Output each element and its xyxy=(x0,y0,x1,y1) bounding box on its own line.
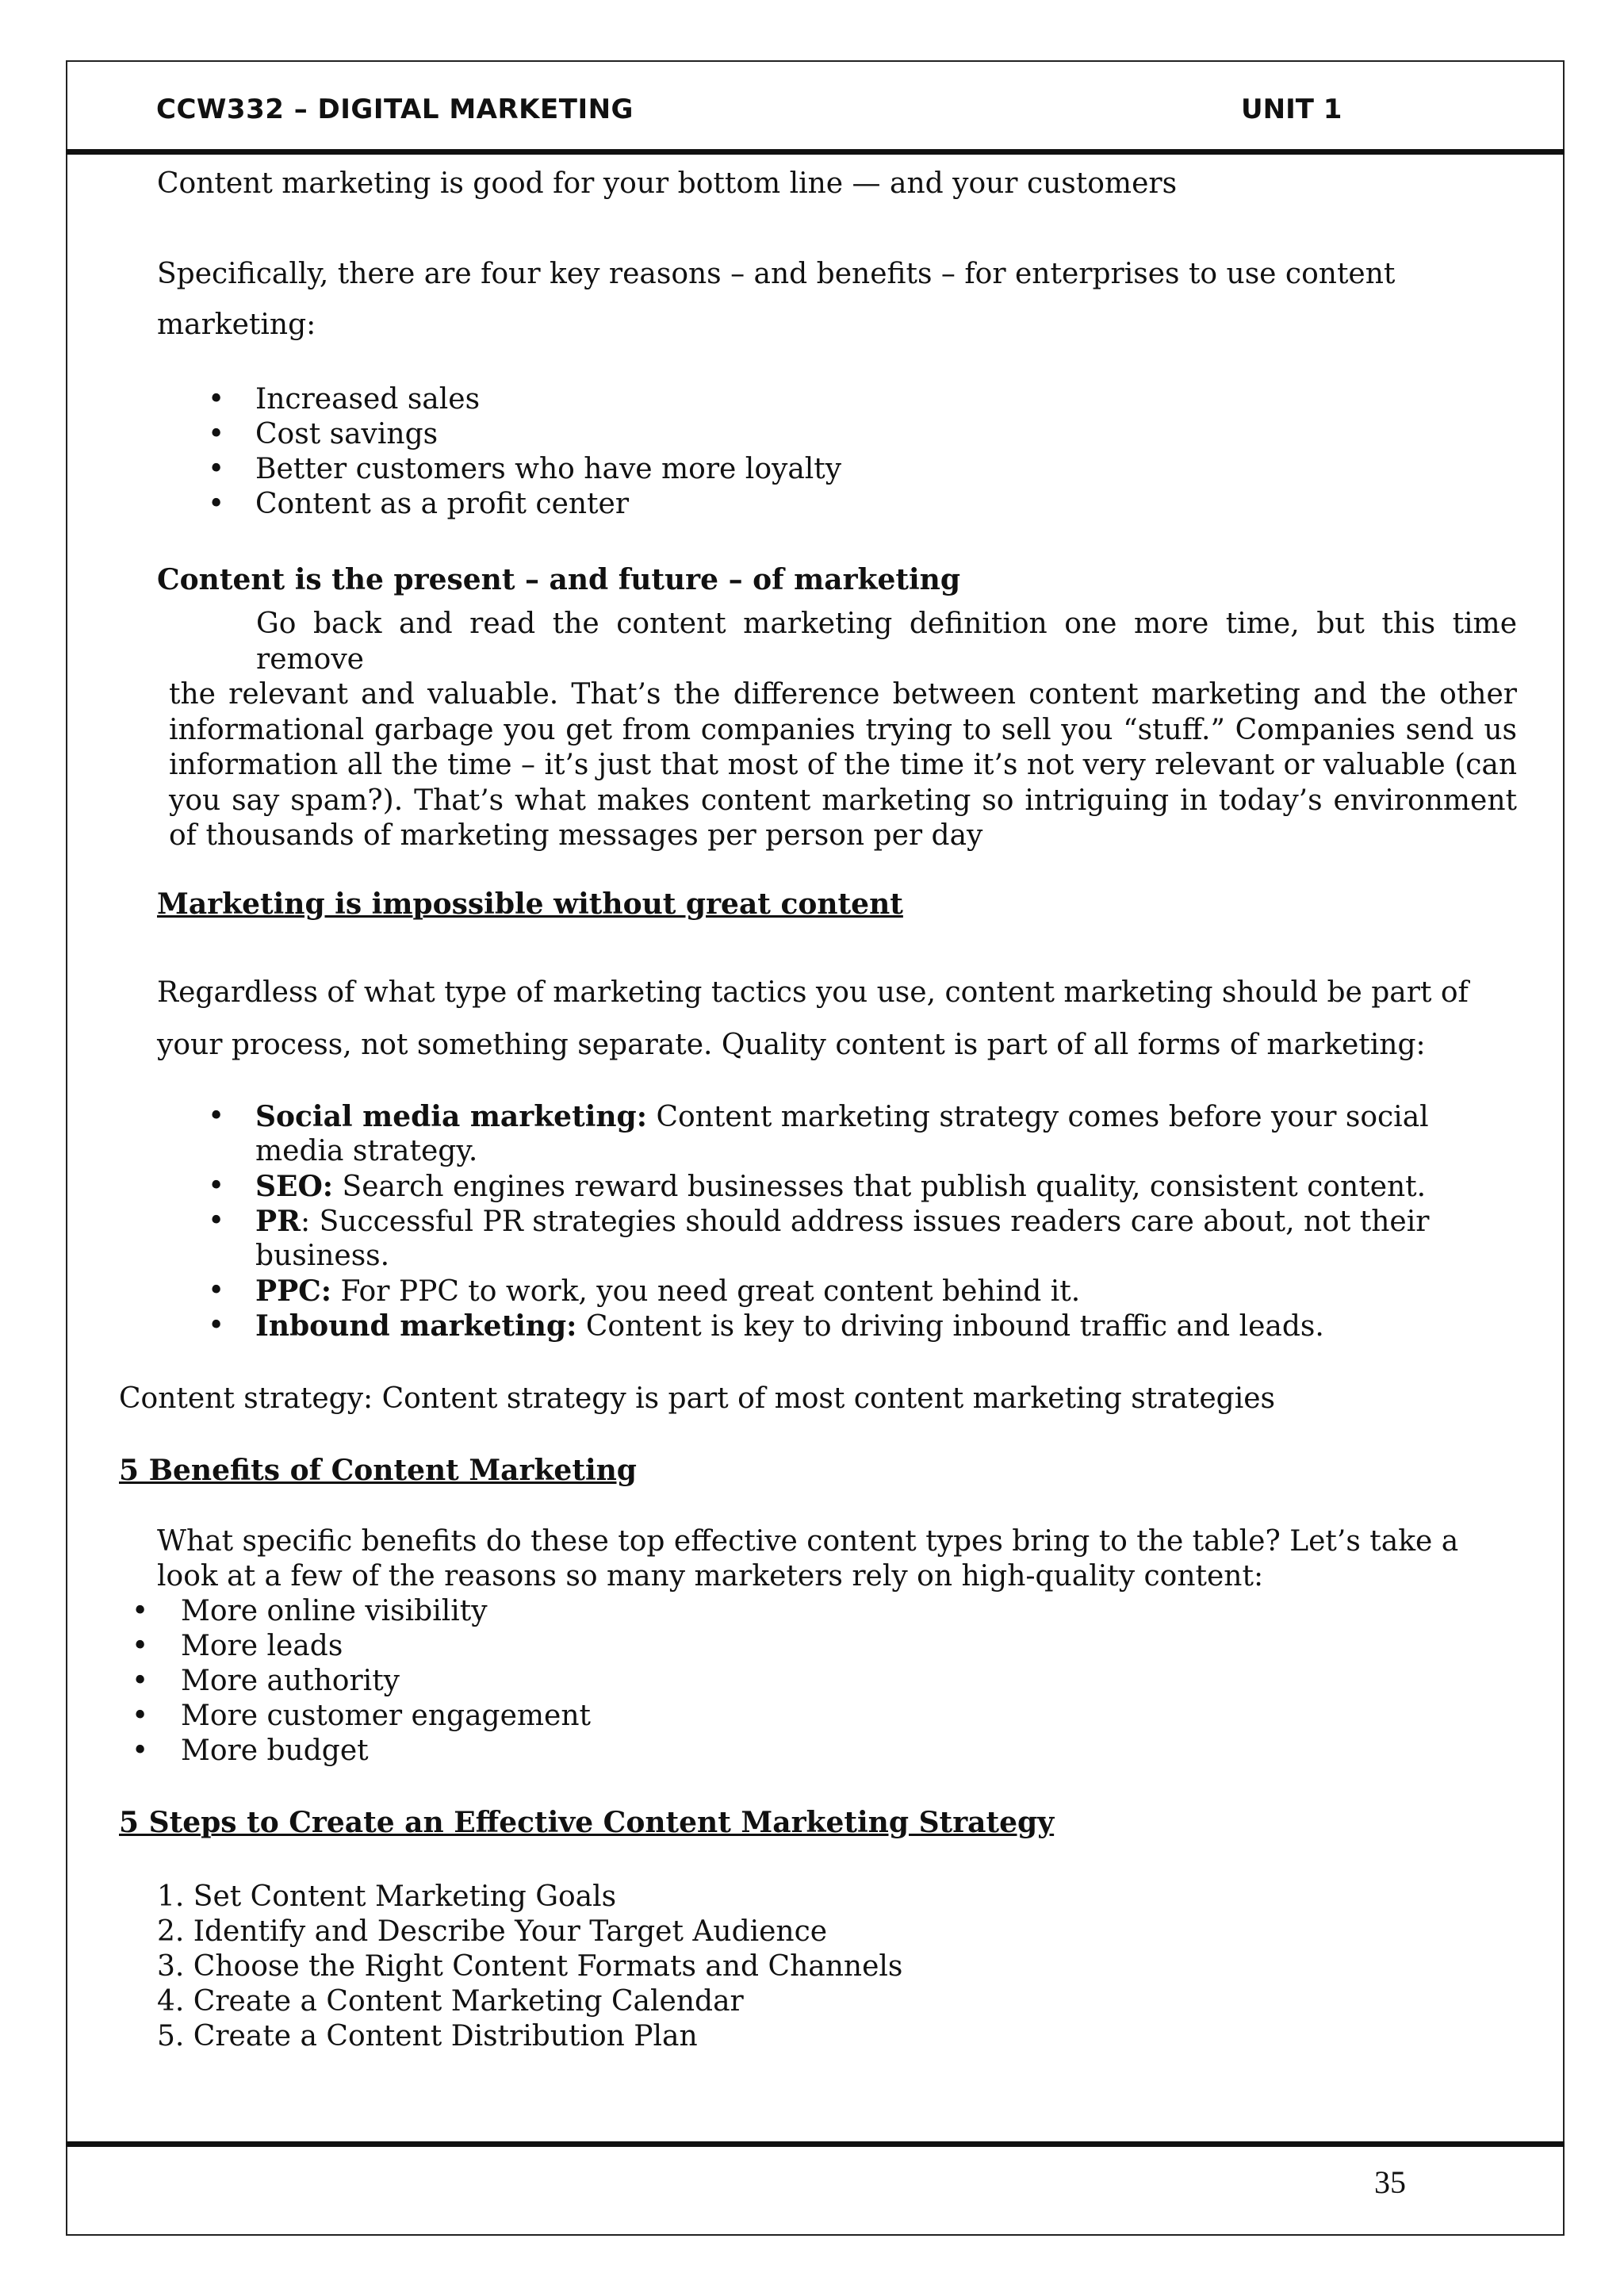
tactic-item-continuation: business. xyxy=(255,1240,390,1272)
content-strategy-line: Content strategy: Content strategy is part of most content marketing strategies xyxy=(119,1382,1275,1415)
bullet-icon: • xyxy=(208,383,225,416)
benefits-para-line-2: look at a few of the reasons so many marketers rely on high-quality content: xyxy=(157,1560,1264,1593)
section-heading-steps: 5 Steps to Create an Effective Content Marketing Strategy xyxy=(119,1806,1055,1839)
bullet-icon: • xyxy=(208,1309,225,1342)
step-item: 1. Set Content Marketing Goals xyxy=(157,1880,617,1913)
bullet-icon: • xyxy=(208,1205,225,1237)
footer-rule xyxy=(66,2141,1565,2147)
impossible-para-line-1: Regardless of what type of marketing tactics you use, content marketing should be part of xyxy=(157,976,1469,1009)
header-rule xyxy=(66,149,1565,155)
benefit-item: • More online visibility xyxy=(132,1595,488,1627)
reason-item: • Better customers who have more loyalty xyxy=(208,453,842,485)
bullet-icon: • xyxy=(208,1274,225,1307)
section-heading-benefits: 5 Benefits of Content Marketing xyxy=(119,1454,637,1487)
tactic-item: • Inbound marketing: Content is key to driving inbound traffic and leads. xyxy=(208,1309,1324,1343)
reasons-intro-line-1: Specifically, there are four key reasons – and benefits – for enterprises to use content xyxy=(157,258,1396,290)
benefit-item: • More leads xyxy=(132,1630,343,1662)
reason-item: • Increased sales xyxy=(208,383,481,416)
tactic-item: • SEO: Search engines reward businesses that publish quality, consistent content. xyxy=(208,1170,1427,1203)
benefit-item: • More authority xyxy=(132,1665,400,1697)
bullet-icon: • xyxy=(132,1665,149,1697)
intro-line: Content marketing is good for your bottom line — and your customers xyxy=(157,167,1178,200)
benefit-item: • More customer engagement xyxy=(132,1700,591,1732)
benefits-para-line-1: What specific benefits do these top effective content types bring to the table? Let’s take a xyxy=(157,1525,1459,1558)
bullet-icon: • xyxy=(132,1595,149,1627)
tactic-item: • PPC: For PPC to work, you need great content behind it. xyxy=(208,1274,1081,1308)
bullet-icon: • xyxy=(132,1734,149,1767)
bullet-icon: • xyxy=(208,418,225,450)
reasons-intro-line-2: marketing: xyxy=(157,309,316,341)
bullet-icon: • xyxy=(208,453,225,485)
present-paragraph: Go back and read the content marketing definition one more time, but this time remove the relevant and valuable. That’s the difference between content marketing and the other informational garbage you get from companies trying to sell you “stuff.” Companies send us information all the time – it’s just that most of the time it’s not very relevant or valuable (can you say spam?). That’s what makes content marketing so intriguing in today’s environment of thousands of marketing messages per person per day xyxy=(169,608,1517,852)
benefit-item: • More budget xyxy=(132,1734,369,1767)
tactic-item: • Social media marketing: Content marketing strategy comes before your social xyxy=(208,1100,1429,1133)
step-item: 3. Choose the Right Content Formats and Channels xyxy=(157,1950,903,1983)
bullet-icon: • xyxy=(208,488,225,520)
tactic-item: • PR: Successful PR strategies should address issues readers care about, not their xyxy=(208,1205,1430,1238)
impossible-para-line-2: your process, not something separate. Quality content is part of all forms of marketing: xyxy=(157,1029,1426,1061)
bullet-icon: • xyxy=(132,1630,149,1662)
reason-item: • Content as a profit center xyxy=(208,488,630,520)
reason-item: • Cost savings xyxy=(208,418,439,450)
section-heading-present: Content is the present – and future – of marketing xyxy=(157,563,961,596)
section-heading-impossible: Marketing is impossible without great content xyxy=(157,887,903,921)
page-number: 35 xyxy=(1374,2164,1406,2200)
step-item: 5. Create a Content Distribution Plan xyxy=(157,2020,698,2053)
bullet-icon: • xyxy=(132,1700,149,1732)
course-title: CCW332 – DIGITAL MARKETING xyxy=(156,94,634,125)
step-item: 2. Identify and Describe Your Target Audience xyxy=(157,1915,828,1948)
unit-label: UNIT 1 xyxy=(1241,94,1342,125)
bullet-icon: • xyxy=(208,1170,225,1202)
step-item: 4. Create a Content Marketing Calendar xyxy=(157,1985,744,2018)
bullet-icon: • xyxy=(208,1100,225,1133)
tactic-item-continuation: media strategy. xyxy=(255,1135,478,1167)
